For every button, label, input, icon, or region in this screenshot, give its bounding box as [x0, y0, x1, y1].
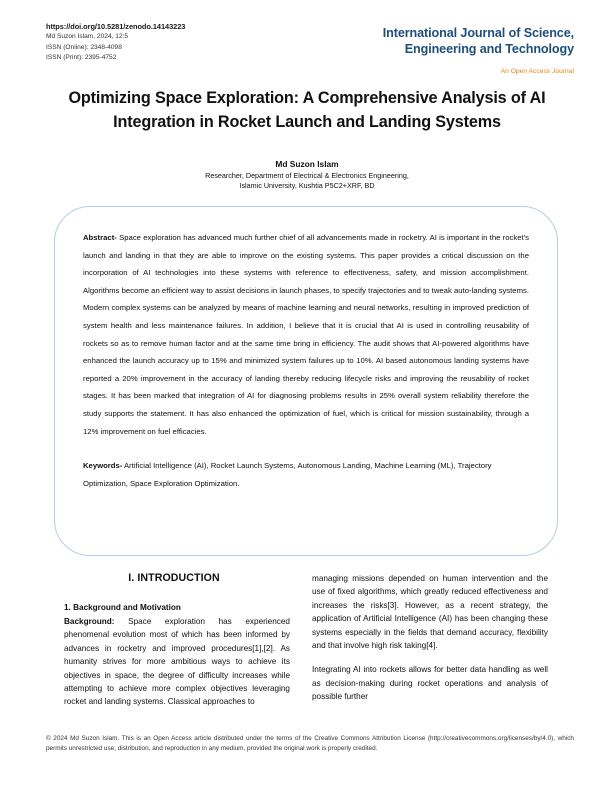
abstract-inner: [55, 207, 557, 492]
doi-link[interactable]: https://doi.org/10.5281/zenodo.14143223: [46, 22, 186, 31]
keywords-body: Artificial Intelligence (AI), Rocket Launch Systems, Autonomous Landing, Machine Learning (ML), Trajectory Optimization, Space Exploration Optimization.: [83, 461, 492, 488]
keywords-paragraph: [83, 440, 529, 492]
section-heading-introduction: I. INTRODUCTION: [128, 572, 220, 584]
author-affiliation-line1: Researcher, Department of Electrical & Electronics Engineering,: [205, 170, 409, 180]
author-affiliation-line2: Islamic University, Kushtia P5C2+XRF, BD: [239, 181, 375, 191]
right-paragraph-1: managing missions depended on human intervention and the use of fixed algorithms, which greatly reduced effectiveness and increases the risks[3]. However, as a recent strategy, the application of Artificial Intelligence (AI) has been changing these systems especially in the fields that demand accuracy, flexibility and that involve high risk taking[4].: [312, 574, 548, 651]
left-paragraph-1: [64, 615, 290, 709]
page-header: [46, 22, 574, 84]
copyright-notice: © 2024 Md Suzon Islam. This is an Open Access article distributed under the terms of the Creative Commons Attribution License (http://creativecommons.org/licenses/by/4.0), which permits unrestricted use, distribution, and reproduction in any medium, provided the original work is properly credited.: [46, 735, 574, 753]
header-identifiers: [46, 22, 336, 63]
right-paragraph-2: Integrating AI into rockets allows for better data handling as well as decision-making during rocket operations and analysis of possible further: [312, 665, 548, 702]
column-left: [64, 601, 290, 709]
abstract-label: Abstract-: [83, 233, 117, 242]
left-paragraph-1-body: Space exploration has experienced phenomenal evolution most of which has been informed by advances in rocketry and improved procedures[1],[2]. As humanity strives for more ambitious ways to achieve its objectives in space, the degree of difficulty increases while attempting to achieve more complex objectives leveraging rocket and landing systems. Classical approaches to: [64, 617, 290, 707]
title-block: [60, 86, 554, 134]
journal-masthead: [342, 26, 574, 75]
journal-title: International Journal of Science, Engineering and Technology: [382, 26, 574, 56]
subsection-heading-background: 1. Background and Motivation: [64, 603, 181, 612]
page-title: Optimizing Space Exploration: A Comprehensive Analysis of AI Integration in Rocket Launch and Landing Systems: [68, 89, 546, 131]
background-runin-label: Background:: [64, 617, 115, 626]
keywords-label: Keywords-: [83, 461, 123, 471]
author-name: Md Suzon Islam: [275, 159, 339, 169]
issn-print: ISSN (Print): 2395-4752: [46, 54, 117, 61]
issn-online: ISSN (Online): 2348-4098: [46, 44, 122, 52]
page-footer: [46, 731, 574, 755]
author-block: [60, 159, 554, 192]
abstract-body: Space exploration has advanced much further chief of all advancements made in rocketry. AI is important in the rocket's launch and landing in that they are able to improve on the existing systems. This paper provides a critical discussion on the incorporation of AI technologies into these systems with reference to effectiveness, safety, and mission accomplishment. Algorithms become an efficient way to assist decisions in launch phases, to specify trajectories and to tweak auto-landing systems. Modern complex systems can be analyzed by means of machine learning and neural networks, resulting in improved prediction of system health and less maintenance failures. In addition, I believe that it is crucial that AI is used in controlling reusability of rockets so as to remove human factor and at the same time bring in efficiency. The audit shows that AI-powered algorithms have enhanced the launch accuracy up to 15% and minimized system failures up to 10%. AI based autonomous landing systems have reported a 20% improvement in the accuracy of landing thereby reducing lifecycle risks and improving the reusability of rocket stages. It has been marked that integration of AI for diagnosing problems results in 25% overall system reliability therefore the study supports the statement. It has also enhanced the optimization of fuel, which is critical for mission sustainability, through a 12% improvement on fuel efficacies.: [83, 233, 529, 436]
citation-line: Md Suzon Islam, 2024, 12:5: [46, 33, 129, 40]
open-access-badge: An Open Access Journal: [500, 68, 574, 75]
abstract-paragraph: [83, 229, 529, 440]
abstract-box: [54, 206, 558, 556]
column-right: [312, 572, 548, 704]
